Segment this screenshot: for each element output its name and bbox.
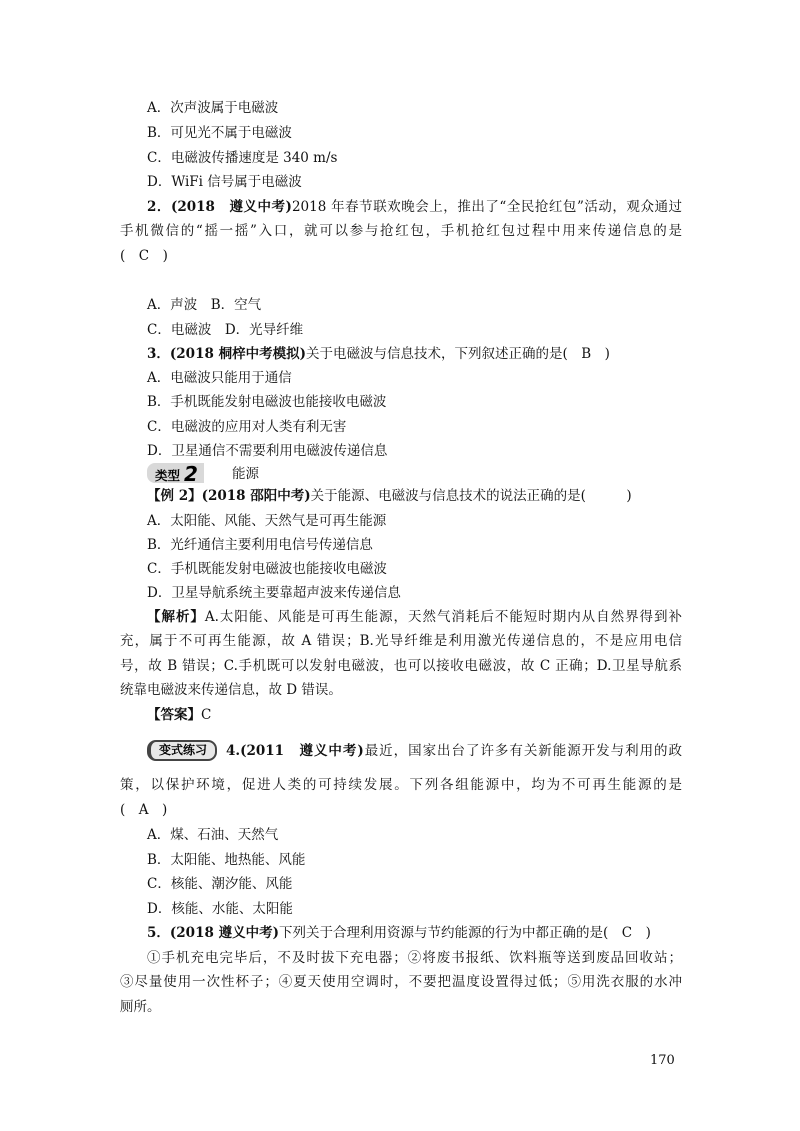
practice-badge: 变式练习 [147, 740, 217, 761]
q2-number: 2． [147, 199, 171, 215]
q4-answer: ( A ) [120, 802, 168, 818]
q2-source: (2018 遵义中考) [170, 199, 292, 215]
q4-option-b: B．太阳能、地热能、风能 [147, 852, 306, 868]
q5-line3: 厕所。 [120, 999, 161, 1015]
analysis-line4: 统靠电磁波来传递信息，故 D 错误。 [120, 682, 342, 698]
q4-stem-text1: 最近，国家出台了许多有关新能源开发与利用的政 [363, 743, 683, 759]
q1-option-b: B．可见光不属于电磁波 [147, 125, 292, 141]
q3-source: (2018 桐梓中考模拟) [169, 346, 306, 362]
example2-stem [147, 486, 632, 506]
q4-stem-line1 [226, 741, 682, 761]
analysis-text1: A.太阳能、风能是可再生能源，天然气消耗后不能短时期内从自然界得到补 [204, 609, 682, 625]
q4-source: (2011 遵义中考) [240, 743, 364, 759]
q2-stem-line1 [147, 197, 682, 217]
example2-option-c: C．手机既能发射电磁波也能接收电磁波 [147, 561, 387, 577]
q5-line1: ①手机充电完毕后，不及时拔下充电器；②将废书报纸、饮料瓶等送到废品回收站； [147, 950, 682, 966]
q3-option-d: D．卫星通信不需要利用电磁波传递信息 [147, 443, 388, 459]
q3-stem [147, 344, 610, 364]
type-section-number: 2 [184, 462, 198, 486]
analysis-line1 [147, 607, 682, 627]
q2-options-line1: A．声波 B．空气 [147, 297, 262, 313]
type-section-title: 能源 [232, 466, 259, 482]
q5-number: 5． [147, 925, 170, 941]
q3-stem-text: 关于电磁波与信息技术，下列叙述正确的是( B ) [305, 346, 610, 362]
answer-label: 【答案】 [147, 707, 201, 723]
q4-option-d: D．核能、水能、太阳能 [147, 901, 293, 917]
q1-option-a: A．次声波属于电磁波 [147, 100, 279, 116]
example2-answer [147, 705, 211, 725]
q3-option-c: C．电磁波的应用对人类有利无害 [147, 419, 347, 435]
type-section-tag [147, 462, 204, 486]
q4-option-a: A．煤、石油、天然气 [147, 827, 279, 843]
q5-line2: ③尽量使用一次性杯子；④夏天使用空调时，不要把温度设置得过低；⑤用洗衣服的水冲 [120, 974, 682, 990]
q5-stem-text: 下列关于合理利用资源与节约能源的行为中都正确的是( C ) [278, 925, 651, 941]
example2-option-a: A．太阳能、风能、天然气是可再生能源 [147, 513, 387, 529]
q2-stem-text1: 2018 年春节联欢晚会上，推出了“全民抢红包”活动，观众通过 [291, 199, 683, 215]
analysis-line2: 充，属于不可再生能源，故 A 错误；B.光导纤维是利用激光传递信息的，不是应用电信 [120, 633, 682, 649]
example2-stem-text: 关于能源、电磁波与信息技术的说法正确的是( ) [310, 488, 632, 504]
q1-option-c: C．电磁波传播速度是 340 m/s [147, 150, 338, 166]
answer-value: C [201, 707, 212, 723]
example2-option-b: B．光纤通信主要利用电信号传递信息 [147, 537, 373, 553]
q2-answer: ( C ) [120, 248, 168, 264]
q3-option-a: A．电磁波只能用于通信 [147, 370, 292, 386]
example2-label: 【例 2】 [147, 488, 202, 504]
page-number: 170 [650, 1053, 675, 1068]
analysis-line3: 号，故 B 错误；C.手机既可以发射电磁波，也可以接收电磁波，故 C 正确；D.卫星导航系 [120, 658, 682, 674]
q5-source: (2018 遵义中考) [169, 925, 279, 941]
q4-stem-line2: 策，以保护环境，促进人类的可持续发展。下列各组能源中，均为不可再生能源的是 [120, 777, 682, 793]
q3-number: 3． [147, 346, 170, 362]
example2-option-d: D．卫星导航系统主要靠超声波来传递信息 [147, 585, 401, 601]
q5-stem [147, 923, 651, 943]
q3-option-b: B．手机既能发射电磁波也能接收电磁波 [147, 394, 387, 410]
q2-options-line2: C．电磁波 D．光导纤维 [147, 322, 304, 338]
example2-source: (2018 邵阳中考) [201, 488, 311, 504]
q2-stem-line2: 手机微信的“摇一摇”入口，就可以参与抢红包，手机抢红包过程中用来传递信息的是 [120, 223, 682, 239]
q1-option-d: D．WiFi 信号属于电磁波 [147, 174, 302, 190]
q4-option-c: C．核能、潮汐能、风能 [147, 876, 293, 892]
type-section-label: 类型 [155, 468, 181, 483]
analysis-label: 【解析】 [147, 609, 205, 625]
q4-number: 4. [226, 743, 241, 759]
